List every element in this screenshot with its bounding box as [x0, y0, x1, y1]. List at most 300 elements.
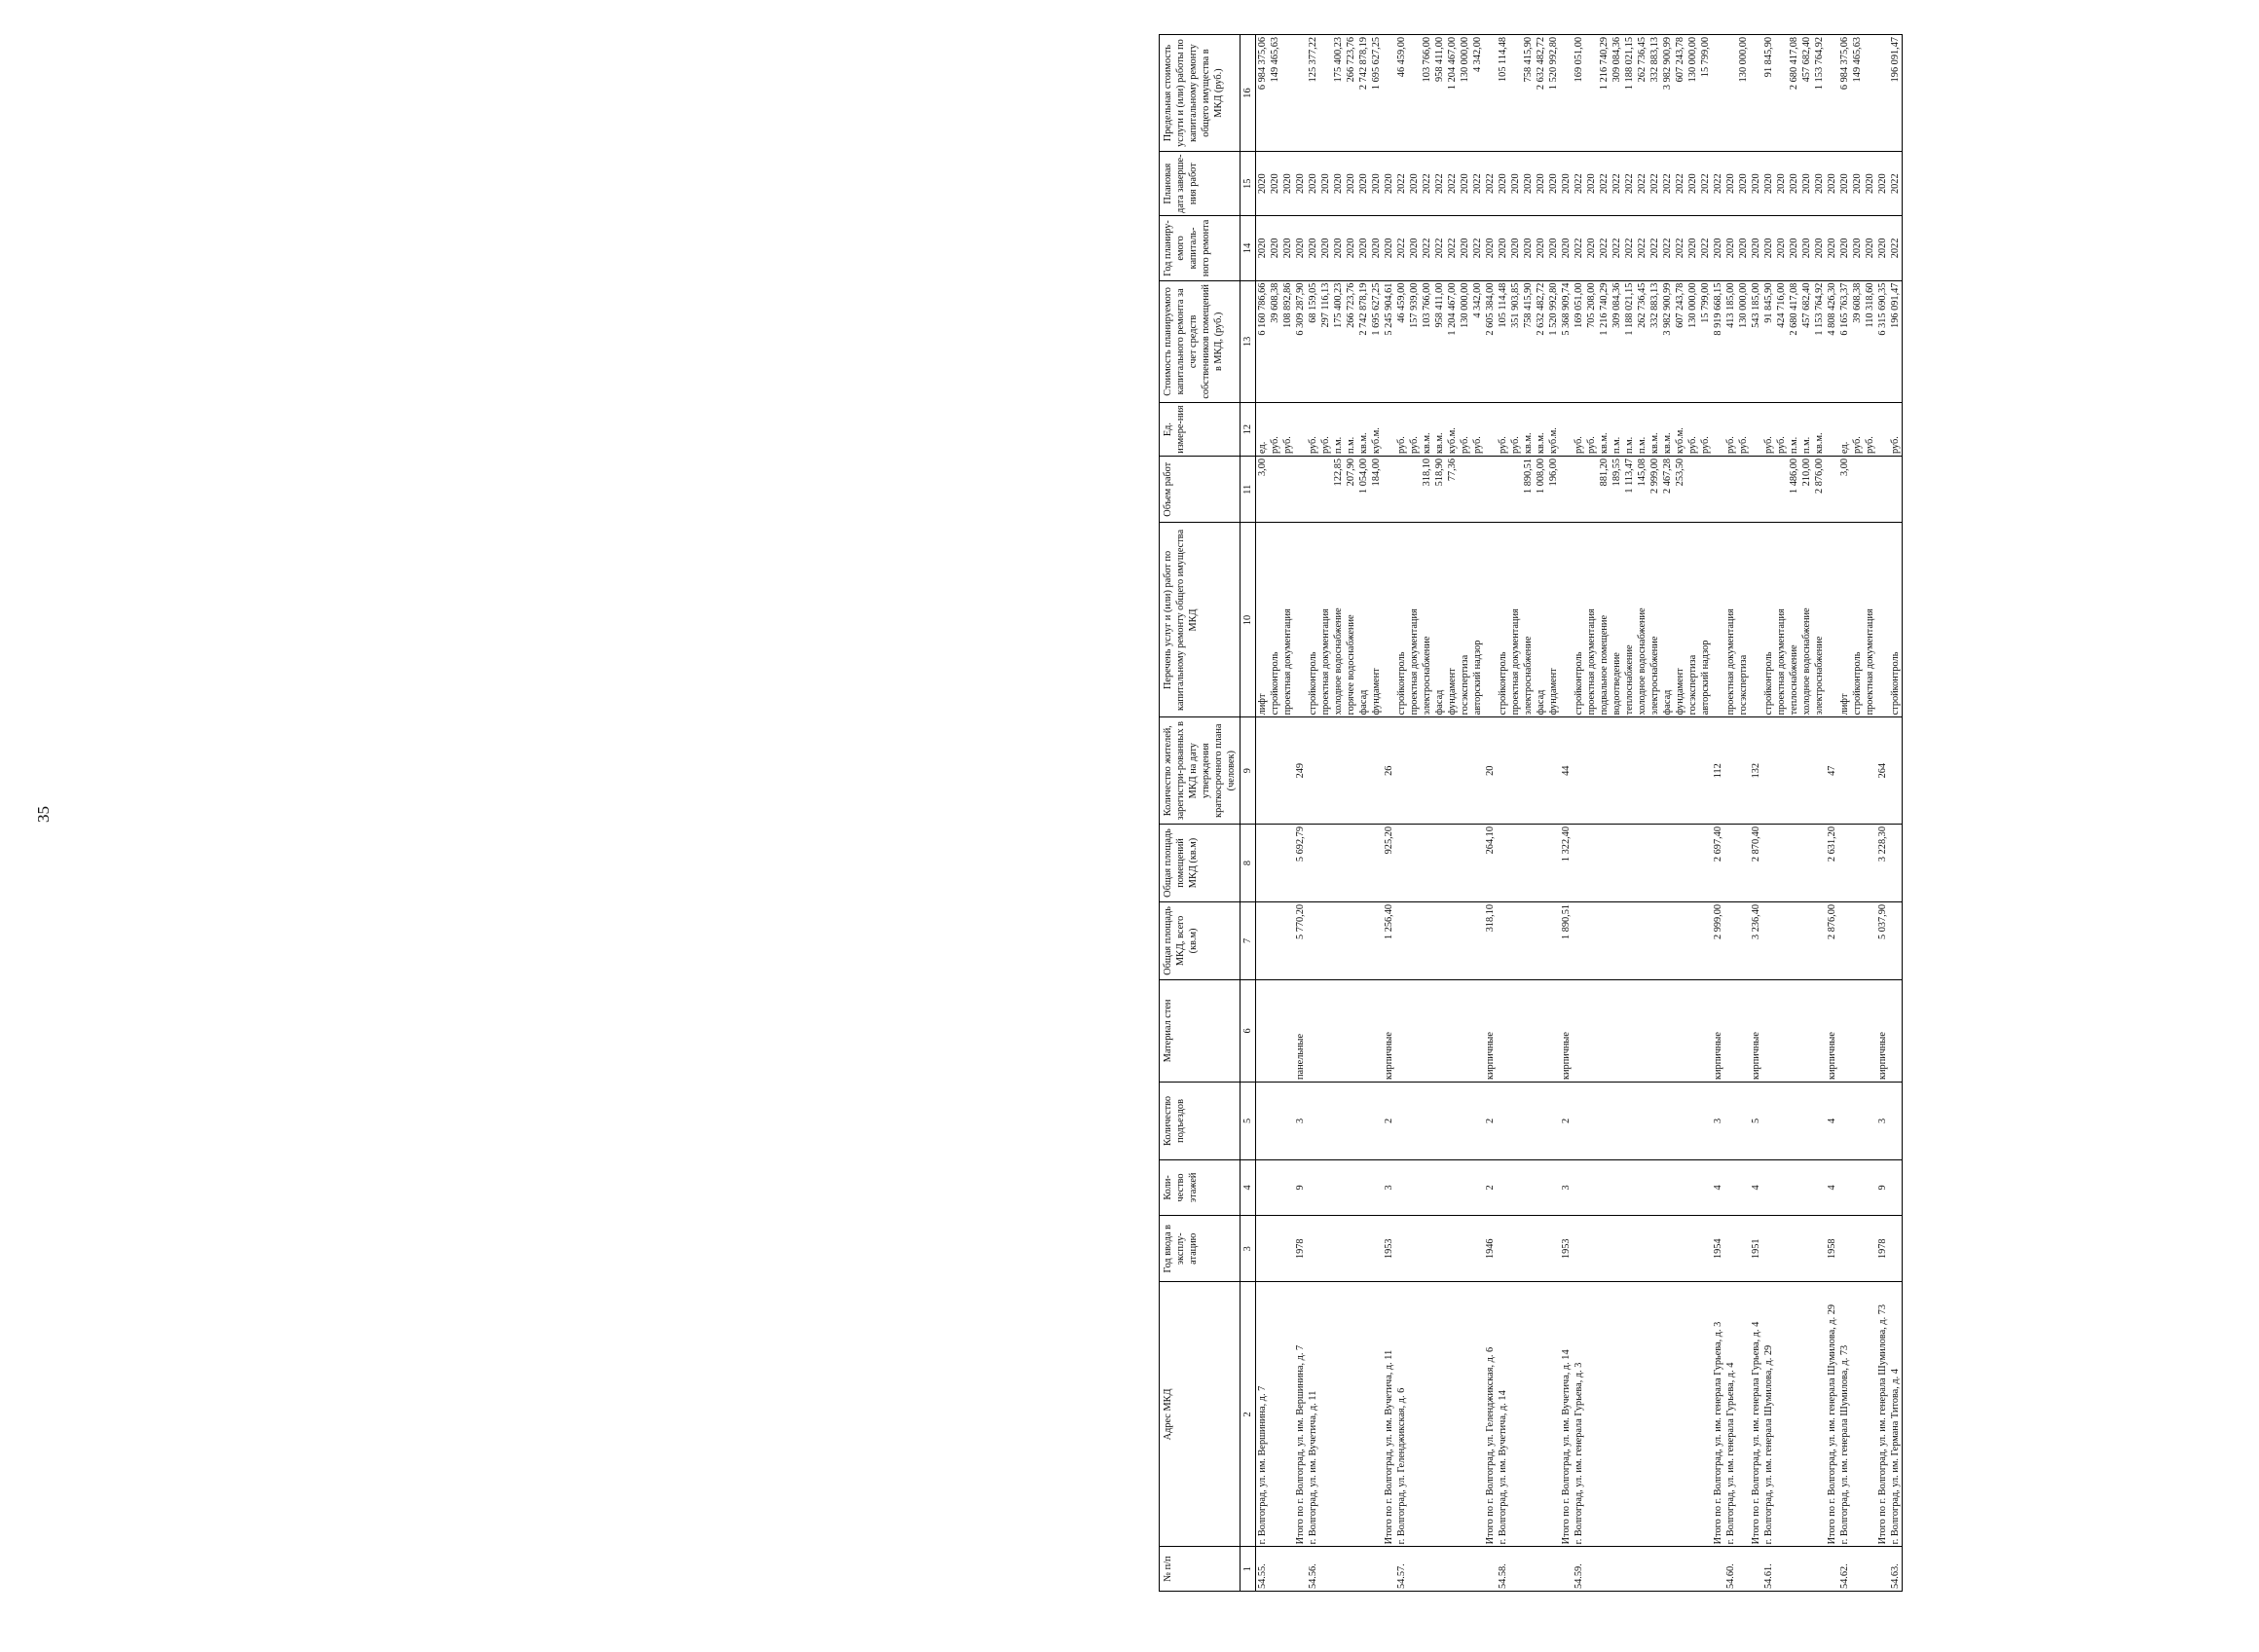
cell-max-cost: [1712, 35, 1724, 152]
cell-address: г. Волгоград, ул. им. Вучетича, д. 14: [1497, 1282, 1509, 1547]
table-header: [1160, 35, 1256, 1592]
cell-row-number: 54.63.: [1889, 1547, 1903, 1592]
column-header: Стоимость планируемого капитального ремонта за счет средств собственников помещений в МКД, (руб.): [1160, 280, 1241, 403]
cell-repair-year: 2020: [1535, 216, 1547, 280]
cell-repair-year: 2022: [1661, 216, 1674, 280]
cell-total-area: [1281, 901, 1294, 979]
cell-max-cost: 1 153 764,92: [1813, 35, 1826, 152]
cell-total-area: [1762, 901, 1775, 979]
cell-row-number: [1737, 1547, 1750, 1592]
cell-residents: [1408, 717, 1421, 825]
cell-max-cost: [1294, 35, 1307, 152]
table-row: [1573, 35, 1585, 1592]
cell-repair-year: 2020: [1813, 216, 1826, 280]
cell-year-built: [1269, 1215, 1281, 1282]
cell-address: [1737, 1282, 1750, 1547]
table-row: [1826, 35, 1838, 1592]
cell-max-cost: 1 188 021,15: [1623, 35, 1636, 152]
cell-max-cost: 105 114,48: [1497, 35, 1509, 152]
cell-premises-area: 925,20: [1383, 825, 1395, 902]
column-number: 14: [1241, 216, 1256, 280]
cell-wall-material: кирпичные: [1712, 979, 1724, 1082]
cell-work-type: лифт: [1256, 523, 1270, 717]
cell-entrances: [1775, 1082, 1788, 1159]
cell-work-volume: 77,36: [1446, 456, 1459, 523]
cell-total-area: [1433, 901, 1446, 979]
cell-max-cost: 266 723,76: [1345, 35, 1357, 152]
cell-work-volume: [1712, 456, 1724, 523]
cell-max-cost: 607 243,78: [1674, 35, 1686, 152]
table-row: [1484, 35, 1497, 1592]
cell-wall-material: [1636, 979, 1648, 1082]
cell-work-volume: [1471, 456, 1484, 523]
cell-work-volume: 196,00: [1547, 456, 1560, 523]
cell-total-area: [1535, 901, 1547, 979]
cell-entrances: 2: [1484, 1082, 1497, 1159]
cell-max-cost: [1383, 35, 1395, 152]
cell-wall-material: [1345, 979, 1357, 1082]
cell-work-type: проектная документация: [1724, 523, 1737, 717]
cell-repair-cost: 1 188 021,15: [1623, 280, 1636, 403]
column-header: Общая площадь МКД, всего (кв.м): [1160, 901, 1241, 979]
cell-repair-year: 2020: [1838, 216, 1851, 280]
column-header: № п/п: [1160, 1547, 1241, 1592]
cell-row-number: [1648, 1547, 1661, 1592]
column-header: Коли-чество этажей: [1160, 1159, 1241, 1215]
cell-total-area: [1370, 901, 1383, 979]
cell-row-number: [1611, 1547, 1623, 1592]
cell-floors: [1611, 1159, 1623, 1215]
cell-completion-date: 2022: [1661, 152, 1674, 216]
cell-residents: [1345, 717, 1357, 825]
cell-work-type: [1750, 523, 1762, 717]
cell-unit: руб.: [1889, 403, 1903, 457]
cell-wall-material: [1737, 979, 1750, 1082]
cell-premises-area: [1421, 825, 1433, 902]
cell-work-type: стройконтроль: [1307, 523, 1319, 717]
cell-repair-cost: 108 892,86: [1281, 280, 1294, 403]
cell-address: [1459, 1282, 1471, 1547]
cell-year-built: 1953: [1560, 1215, 1573, 1282]
cell-total-area: 1 890,51: [1560, 901, 1573, 979]
cell-entrances: [1699, 1082, 1712, 1159]
cell-work-type: горячее водоснабжение: [1345, 523, 1357, 717]
cell-residents: 249: [1294, 717, 1307, 825]
cell-unit: руб.: [1269, 403, 1281, 457]
cell-entrances: [1813, 1082, 1826, 1159]
cell-wall-material: [1357, 979, 1370, 1082]
cell-max-cost: 6 984 375,06: [1256, 35, 1270, 152]
cell-completion-date: 2022: [1611, 152, 1623, 216]
cell-completion-date: 2022: [1598, 152, 1611, 216]
cell-work-volume: [1484, 456, 1497, 523]
table-row: [1775, 35, 1788, 1592]
cell-floors: [1813, 1159, 1826, 1215]
cell-wall-material: кирпичные: [1876, 979, 1889, 1082]
cell-row-number: [1294, 1547, 1307, 1592]
cell-repair-year: 2020: [1851, 216, 1864, 280]
cell-wall-material: [1509, 979, 1522, 1082]
cell-floors: [1648, 1159, 1661, 1215]
cell-repair-cost: 607 243,78: [1674, 280, 1686, 403]
cell-wall-material: [1800, 979, 1813, 1082]
cell-address: [1357, 1282, 1370, 1547]
cell-floors: [1332, 1159, 1345, 1215]
cell-year-built: [1307, 1215, 1319, 1282]
cell-repair-year: 2020: [1484, 216, 1497, 280]
cell-max-cost: 103 766,00: [1421, 35, 1433, 152]
table-row: [1851, 35, 1864, 1592]
cell-completion-date: 2022: [1573, 152, 1585, 216]
cell-max-cost: 457 682,40: [1800, 35, 1813, 152]
cell-wall-material: [1269, 979, 1281, 1082]
cell-unit: кв.м.: [1661, 403, 1674, 457]
column-number: 8: [1241, 825, 1256, 902]
cell-completion-date: 2020: [1585, 152, 1598, 216]
cell-address: г. Волгоград, ул. им. генерала Гурьева, д. 4: [1724, 1282, 1737, 1547]
cell-work-volume: 318,10: [1421, 456, 1433, 523]
cell-wall-material: [1547, 979, 1560, 1082]
cell-premises-area: [1813, 825, 1826, 902]
cell-total-area: [1509, 901, 1522, 979]
cell-residents: [1851, 717, 1864, 825]
cell-floors: [1345, 1159, 1357, 1215]
cell-unit: кв.м.: [1535, 403, 1547, 457]
cell-entrances: [1851, 1082, 1864, 1159]
cell-address: г. Волгоград, ул. Геленджикская, д. 6: [1395, 1282, 1408, 1547]
cell-premises-area: [1281, 825, 1294, 902]
cell-floors: [1788, 1159, 1800, 1215]
cell-year-built: [1724, 1215, 1737, 1282]
cell-work-type: фундамент: [1446, 523, 1459, 717]
cell-work-type: водоотведение: [1611, 523, 1623, 717]
cell-unit: п.м.: [1611, 403, 1623, 457]
cell-entrances: [1686, 1082, 1699, 1159]
cell-work-type: стройконтроль: [1395, 523, 1408, 717]
cell-wall-material: [1686, 979, 1699, 1082]
cell-repair-cost: 196 091,47: [1889, 280, 1903, 403]
column-number: 12: [1241, 403, 1256, 457]
column-header: Адрес МКД: [1160, 1282, 1241, 1547]
cell-address: [1281, 1282, 1294, 1547]
cell-repair-year: 2022: [1598, 216, 1611, 280]
cell-max-cost: 15 799,00: [1699, 35, 1712, 152]
cell-unit: руб.: [1408, 403, 1421, 457]
cell-total-area: [1623, 901, 1636, 979]
cell-work-type: электроснабжение: [1522, 523, 1535, 717]
cell-premises-area: 1 322,40: [1560, 825, 1573, 902]
cell-year-built: 1958: [1826, 1215, 1838, 1282]
column-header: Ед. измере-ния: [1160, 403, 1241, 457]
cell-address: [1509, 1282, 1522, 1547]
cell-residents: [1307, 717, 1319, 825]
cell-residents: [1775, 717, 1788, 825]
cell-unit: [1484, 403, 1497, 457]
cell-floors: [1319, 1159, 1332, 1215]
cell-floors: [1357, 1159, 1370, 1215]
rotated-page: [1159, 34, 2259, 1592]
cell-repair-year: 2020: [1800, 216, 1813, 280]
table-body: [1256, 35, 1903, 1592]
header-row: [1160, 35, 1241, 1592]
cell-repair-cost: 4 342,00: [1471, 280, 1484, 403]
cell-entrances: [1370, 1082, 1383, 1159]
cell-repair-cost: 1 204 467,00: [1446, 280, 1459, 403]
cell-year-built: 1978: [1294, 1215, 1307, 1282]
cell-total-area: [1345, 901, 1357, 979]
cell-floors: [1408, 1159, 1421, 1215]
cell-work-volume: 210,00: [1800, 456, 1813, 523]
cell-entrances: [1269, 1082, 1281, 1159]
cell-wall-material: [1864, 979, 1876, 1082]
cell-total-area: [1800, 901, 1813, 979]
cell-address: [1547, 1282, 1560, 1547]
cell-work-volume: [1509, 456, 1522, 523]
cell-premises-area: [1319, 825, 1332, 902]
cell-work-volume: [1294, 456, 1307, 523]
cell-max-cost: 130 000,00: [1459, 35, 1471, 152]
table-row: [1623, 35, 1636, 1592]
cell-work-type: [1294, 523, 1307, 717]
cell-completion-date: 2020: [1851, 152, 1864, 216]
cell-total-area: [1256, 901, 1270, 979]
cell-premises-area: [1509, 825, 1522, 902]
cell-repair-year: 2020: [1509, 216, 1522, 280]
cell-residents: [1585, 717, 1598, 825]
cell-unit: кв.м.: [1357, 403, 1370, 457]
cell-residents: 112: [1712, 717, 1724, 825]
cell-work-volume: [1889, 456, 1903, 523]
cell-address: [1332, 1282, 1345, 1547]
cell-completion-date: 2020: [1560, 152, 1573, 216]
cell-repair-year: 2020: [1750, 216, 1762, 280]
cell-repair-year: 2020: [1383, 216, 1395, 280]
cell-unit: п.м.: [1332, 403, 1345, 457]
cell-entrances: [1598, 1082, 1611, 1159]
cell-row-number: [1459, 1547, 1471, 1592]
cell-wall-material: кирпичные: [1750, 979, 1762, 1082]
cell-unit: [1826, 403, 1838, 457]
cell-work-volume: 2 876,00: [1813, 456, 1826, 523]
cell-completion-date: 2020: [1269, 152, 1281, 216]
cell-residents: [1509, 717, 1522, 825]
cell-row-number: [1813, 1547, 1826, 1592]
cell-work-volume: 1 486,00: [1788, 456, 1800, 523]
cell-address: [1598, 1282, 1611, 1547]
cell-completion-date: 2020: [1762, 152, 1775, 216]
cell-work-volume: [1686, 456, 1699, 523]
cell-work-volume: 2 467,28: [1661, 456, 1674, 523]
cell-year-built: [1737, 1215, 1750, 1282]
cell-unit: руб.: [1509, 403, 1522, 457]
cell-completion-date: 2020: [1497, 152, 1509, 216]
cell-work-type: стройконтроль: [1851, 523, 1864, 717]
cell-row-number: [1383, 1547, 1395, 1592]
cell-entrances: 3: [1876, 1082, 1889, 1159]
cell-total-area: 318,10: [1484, 901, 1497, 979]
table-row: [1319, 35, 1332, 1592]
cell-wall-material: кирпичные: [1560, 979, 1573, 1082]
cell-entrances: 3: [1294, 1082, 1307, 1159]
cell-premises-area: [1686, 825, 1699, 902]
cell-year-built: [1762, 1215, 1775, 1282]
cell-residents: [1573, 717, 1585, 825]
cell-floors: 9: [1294, 1159, 1307, 1215]
cell-completion-date: 2022: [1471, 152, 1484, 216]
cell-max-cost: 262 736,45: [1636, 35, 1648, 152]
cell-address: [1788, 1282, 1800, 1547]
cell-address: [1319, 1282, 1332, 1547]
cell-repair-year: 2020: [1345, 216, 1357, 280]
cell-repair-cost: 6 315 690,35: [1876, 280, 1889, 403]
cell-address: г. Волгоград, ул. им. Вершинина, д. 7: [1256, 1282, 1270, 1547]
cell-total-area: [1357, 901, 1370, 979]
cell-repair-year: 2022: [1573, 216, 1585, 280]
cell-floors: 3: [1560, 1159, 1573, 1215]
cell-repair-year: 2022: [1648, 216, 1661, 280]
cell-row-number: [1446, 1547, 1459, 1592]
cell-row-number: [1471, 1547, 1484, 1592]
cell-work-type: авторский надзор: [1699, 523, 1712, 717]
cell-entrances: [1547, 1082, 1560, 1159]
cell-entrances: [1674, 1082, 1686, 1159]
cell-premises-area: [1838, 825, 1851, 902]
cell-repair-year: 2020: [1712, 216, 1724, 280]
cell-work-type: теплоснабжение: [1623, 523, 1636, 717]
cell-address: [1686, 1282, 1699, 1547]
cell-row-number: [1547, 1547, 1560, 1592]
cell-repair-cost: 1 520 992,80: [1547, 280, 1560, 403]
cell-completion-date: 2020: [1408, 152, 1421, 216]
cell-residents: [1332, 717, 1345, 825]
cell-row-number: 54.57.: [1395, 1547, 1408, 1592]
cell-entrances: [1408, 1082, 1421, 1159]
cell-premises-area: 2 870,40: [1750, 825, 1762, 902]
cell-address: г. Волгоград, ул. им. генерала Шумилова, д. 29: [1762, 1282, 1775, 1547]
cell-total-area: [1459, 901, 1471, 979]
cell-entrances: [1648, 1082, 1661, 1159]
cell-premises-area: [1623, 825, 1636, 902]
cell-max-cost: [1319, 35, 1332, 152]
cell-total-area: [1332, 901, 1345, 979]
cell-residents: [1623, 717, 1636, 825]
table-row: [1800, 35, 1813, 1592]
cell-floors: [1269, 1159, 1281, 1215]
cell-work-volume: [1876, 456, 1889, 523]
cell-max-cost: 130 000,00: [1737, 35, 1750, 152]
column-number: 7: [1241, 901, 1256, 979]
cell-repair-cost: 758 415,90: [1522, 280, 1535, 403]
cell-repair-cost: 413 185,00: [1724, 280, 1737, 403]
cell-total-area: 5 770,20: [1294, 901, 1307, 979]
cell-wall-material: [1661, 979, 1674, 1082]
column-number-row: [1241, 35, 1256, 1592]
cell-work-type: [1826, 523, 1838, 717]
cell-address: [1661, 1282, 1674, 1547]
column-header: Перечень услуг и (или) работ по капитальному ремонту общего имущества МКД: [1160, 523, 1241, 717]
cell-unit: руб.: [1281, 403, 1294, 457]
cell-row-number: [1408, 1547, 1421, 1592]
cell-total-area: 5 037,90: [1876, 901, 1889, 979]
cell-wall-material: [1699, 979, 1712, 1082]
cell-year-built: [1332, 1215, 1345, 1282]
cell-year-built: 1953: [1383, 1215, 1395, 1282]
cell-residents: 132: [1750, 717, 1762, 825]
column-number: 6: [1241, 979, 1256, 1082]
cell-entrances: [1446, 1082, 1459, 1159]
cell-year-built: [1699, 1215, 1712, 1282]
cell-repair-year: 2020: [1826, 216, 1838, 280]
cell-row-number: [1598, 1547, 1611, 1592]
cell-year-built: [1535, 1215, 1547, 1282]
cell-address: г. Волгоград, ул. им. генерала Шумилова, д. 73: [1838, 1282, 1851, 1547]
cell-unit: руб.: [1497, 403, 1509, 457]
cell-row-number: [1686, 1547, 1699, 1592]
cell-total-area: [1699, 901, 1712, 979]
cell-unit: п.м.: [1800, 403, 1813, 457]
cell-address: [1522, 1282, 1535, 1547]
cell-repair-cost: 130 000,00: [1686, 280, 1699, 403]
cell-premises-area: [1307, 825, 1319, 902]
cell-completion-date: 2020: [1509, 152, 1522, 216]
cell-year-built: [1623, 1215, 1636, 1282]
cell-wall-material: [1459, 979, 1471, 1082]
cell-year-built: [1370, 1215, 1383, 1282]
cell-premises-area: [1611, 825, 1623, 902]
cell-completion-date: 2022: [1636, 152, 1648, 216]
table-row: [1813, 35, 1826, 1592]
cell-repair-year: 2020: [1459, 216, 1471, 280]
cell-work-volume: [1319, 456, 1332, 523]
cell-address: [1345, 1282, 1357, 1547]
cell-repair-year: 2020: [1370, 216, 1383, 280]
cell-total-area: 2 999,00: [1712, 901, 1724, 979]
cell-premises-area: [1864, 825, 1876, 902]
cell-address: [1370, 1282, 1383, 1547]
cell-total-area: [1813, 901, 1826, 979]
cell-work-volume: [1775, 456, 1788, 523]
cell-residents: 44: [1560, 717, 1573, 825]
cell-work-type: фундамент: [1674, 523, 1686, 717]
cell-work-type: стройконтроль: [1889, 523, 1903, 717]
cell-unit: [1876, 403, 1889, 457]
cell-repair-cost: 1 153 764,92: [1813, 280, 1826, 403]
cell-work-volume: [1573, 456, 1585, 523]
cell-work-volume: [1851, 456, 1864, 523]
cell-year-built: [1573, 1215, 1585, 1282]
cell-residents: [1724, 717, 1737, 825]
cell-address: г. Волгоград, ул. им. генерала Гурьева, д. 3: [1573, 1282, 1585, 1547]
table-row: [1471, 35, 1484, 1592]
cell-total-area: [1674, 901, 1686, 979]
cell-repair-year: 2022: [1433, 216, 1446, 280]
cell-address: [1699, 1282, 1712, 1547]
cell-total-area: [1611, 901, 1623, 979]
cell-wall-material: [1648, 979, 1661, 1082]
table-row: [1648, 35, 1661, 1592]
cell-premises-area: 3 228,30: [1876, 825, 1889, 902]
cell-wall-material: [1598, 979, 1611, 1082]
column-number: 10: [1241, 523, 1256, 717]
cell-repair-year: 2020: [1560, 216, 1573, 280]
cell-row-number: [1421, 1547, 1433, 1592]
table-row: [1547, 35, 1560, 1592]
cell-wall-material: [1497, 979, 1509, 1082]
cell-work-volume: 518,90: [1433, 456, 1446, 523]
cell-entrances: [1281, 1082, 1294, 1159]
cell-row-number: 54.62.: [1838, 1547, 1851, 1592]
cell-premises-area: [1889, 825, 1903, 902]
